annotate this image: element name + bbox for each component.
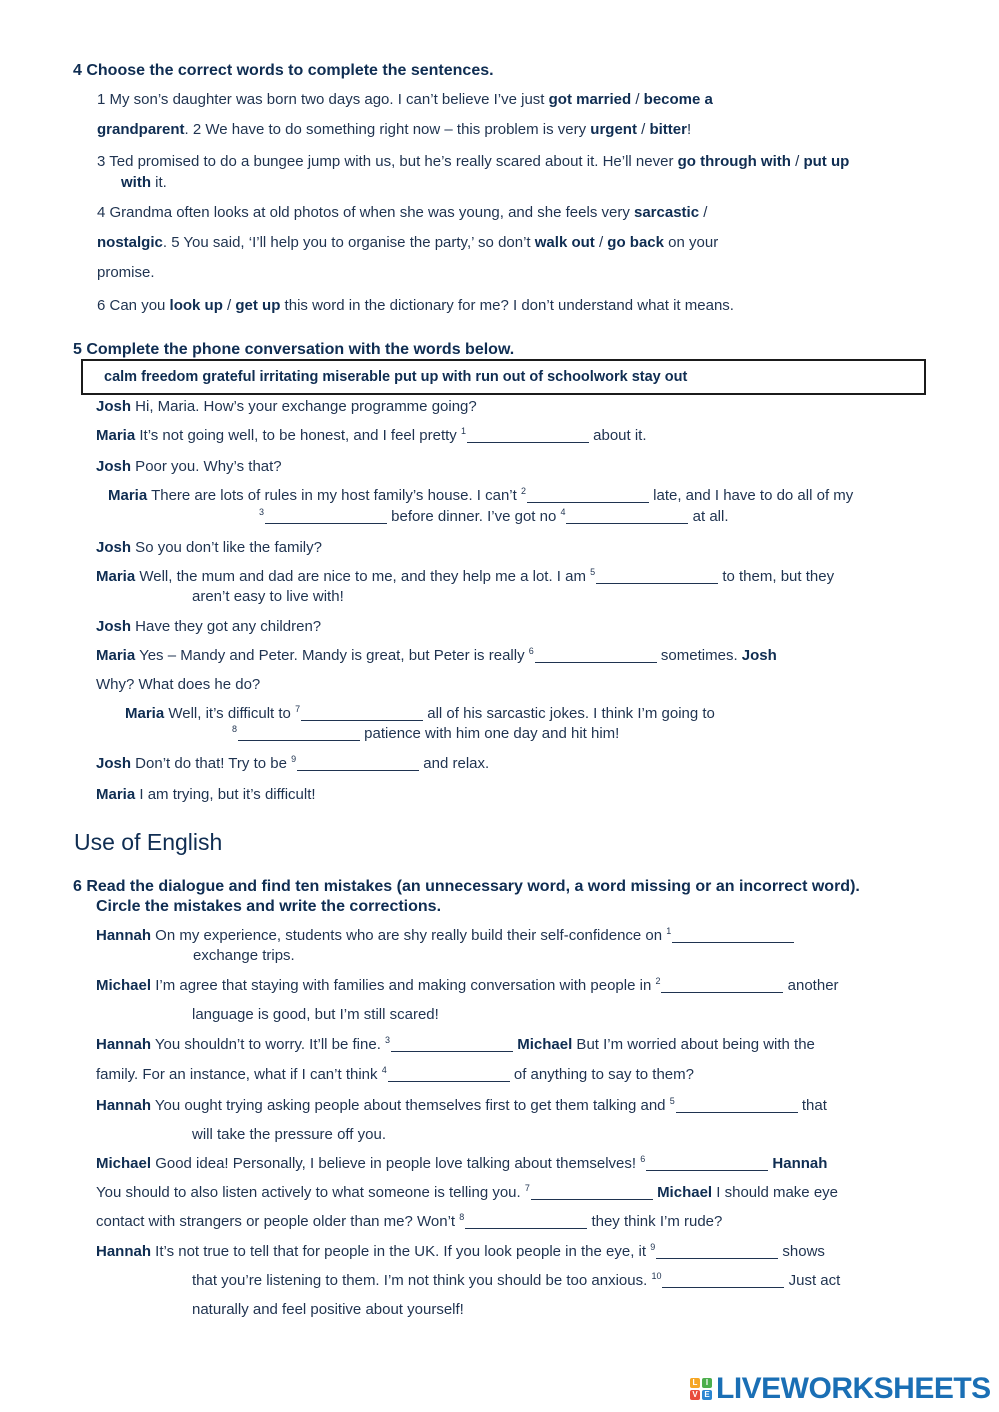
exercise-6-heading: 6 Read the dialogue and find ten mistakes (an unnecessary word, a word missing or an incorrect word).	[73, 878, 860, 895]
ex5-answer-7[interactable]	[301, 707, 423, 721]
ex5-answer-1[interactable]	[467, 429, 589, 443]
ex4-line-5: 4 Grandma often looks at old photos of when she was young, and she feels very sarcastic /	[97, 204, 708, 221]
dialogue-line: language is good, but I’m still scared!	[192, 1006, 439, 1023]
exercise-6-heading-2: Circle the mistakes and write the corrections.	[96, 898, 442, 915]
option-look-up[interactable]: look up	[169, 297, 223, 314]
option-urgent[interactable]: urgent	[590, 121, 637, 138]
ex6-answer-5[interactable]	[676, 1099, 798, 1113]
dialogue-line: aren’t easy to live with!	[192, 588, 344, 605]
dialogue-line: Josh Have they got any children?	[96, 618, 322, 635]
dialogue-line: Josh Don’t do that! Try to be $^9$ and relax.	[96, 754, 490, 772]
dialogue-line: naturally and feel positive about yourself!	[192, 1301, 464, 1318]
option-put-up[interactable]: put up	[803, 153, 850, 170]
dialogue-line: Josh So you don’t like the family?	[96, 539, 322, 556]
word-box	[81, 359, 926, 395]
ex6-answer-2[interactable]	[661, 979, 783, 993]
ex4-line-1: 1 My son’s daughter was born two days ago. I can’t believe I’ve just got married / become a	[97, 91, 713, 108]
ex5-answer-8[interactable]	[238, 727, 360, 741]
logo-text: LIVEWORKSHEETS	[716, 1372, 991, 1405]
dialogue-line: $^3$ before dinner. I’ve got no $^4$ at all.	[259, 507, 729, 525]
dialogue-line: exchange trips.	[193, 947, 295, 964]
dialogue-line: $^8$ patience with him one day and hit him!	[232, 724, 620, 742]
option-bitter[interactable]: bitter	[649, 121, 687, 138]
ex5-answer-2[interactable]	[527, 489, 649, 503]
ex4-line-2: grandparent. 2 We have to do something right now – this problem is very urgent / bitter!	[97, 121, 692, 138]
dialogue-line: You should to also listen actively to what someone is telling you. $^7$ Michael I should make eye	[96, 1183, 838, 1201]
dialogue-line: Michael I’m agree that staying with families and making conversation with people in $^2$ another	[96, 976, 839, 994]
exercise-4-heading: 4 Choose the correct words to complete the sentences.	[73, 62, 494, 79]
option-got-married[interactable]: got married	[548, 91, 632, 108]
option-walk-out[interactable]: walk out	[534, 234, 595, 251]
ex5-answer-4[interactable]	[566, 510, 688, 524]
dialogue-line: Hannah You shouldn’t to worry. It’ll be fine. $^3$ Michael But I’m worried about being with the	[96, 1035, 815, 1053]
ex6-answer-9[interactable]	[656, 1245, 778, 1259]
dialogue-line: Michael Good idea! Personally, I believe in people love talking about themselves! $^6$ Hannah	[96, 1154, 828, 1172]
ex6-answer-10[interactable]	[662, 1274, 784, 1288]
dialogue-line: Hannah You ought trying asking people about themselves first to get them talking and $^5$ that	[96, 1096, 827, 1114]
ex6-answer-7[interactable]	[531, 1186, 653, 1200]
dialogue-line: Why? What does he do?	[96, 676, 261, 693]
ex4-line-6: nostalgic. 5 You said, ‘I’ll help you to organise the party,’ so don’t walk out / go back on your	[97, 234, 719, 251]
ex6-answer-4[interactable]	[388, 1068, 510, 1082]
dialogue-line: Maria It’s not going well, to be honest, and I feel pretty $^1$ about it.	[96, 426, 647, 444]
dialogue-line: will take the pressure off you.	[192, 1126, 386, 1143]
option-go-back[interactable]: go back	[607, 234, 664, 251]
dialogue-line: family. For an instance, what if I can’t think $^4$ of anything to say to them?	[96, 1065, 694, 1083]
ex4-line-7: promise.	[97, 264, 155, 281]
ex6-answer-6[interactable]	[646, 1157, 768, 1171]
word-list: calm freedom grateful irritating miserable put up with run out of schoolwork stay out	[104, 369, 688, 385]
ex6-answer-1[interactable]	[672, 929, 794, 943]
dialogue-line: Hannah It’s not true to tell that for people in the UK. If you look people in the eye, it $^9$ shows	[96, 1242, 825, 1260]
dialogue-line: Josh Poor you. Why’s that?	[96, 458, 282, 475]
ex5-answer-9[interactable]	[297, 757, 419, 771]
option-put-up-with[interactable]: with	[121, 174, 151, 191]
dialogue-line: Maria There are lots of rules in my host family’s house. I can’t $^2$ late, and I have to do all of my	[108, 486, 854, 504]
option-get-up[interactable]: get up	[235, 297, 281, 314]
option-nostalgic[interactable]: nostalgic	[97, 234, 163, 251]
ex6-answer-3[interactable]	[391, 1038, 513, 1052]
ex4-line-8: 6 Can you look up / get up this word in the dictionary for me? I don’t understand what it means.	[97, 297, 734, 314]
ex5-answer-3[interactable]	[265, 510, 387, 524]
dialogue-line: Maria I am trying, but it’s difficult!	[96, 786, 316, 803]
exercise-5-heading: 5 Complete the phone conversation with the words below.	[73, 341, 515, 358]
dialogue-line: that you’re listening to them. I’m not think you should be too anxious. $^{10}$ Just act	[192, 1271, 841, 1289]
option-sarcastic[interactable]: sarcastic	[634, 204, 700, 221]
ex5-answer-6[interactable]	[535, 649, 657, 663]
option-become-a[interactable]: become a	[643, 91, 713, 108]
ex5-answer-5[interactable]	[596, 570, 718, 584]
dialogue-line: Maria Yes – Mandy and Peter. Mandy is great, but Peter is really $^6$ sometimes. Josh	[96, 646, 777, 664]
section-title: Use of English	[74, 829, 223, 855]
logo-mark-icon: L I V E	[690, 1378, 712, 1400]
dialogue-line: Maria Well, the mum and dad are nice to me, and they help me a lot. I am $^5$ to them, but they	[96, 567, 835, 585]
ex4-line-3: 3 Ted promised to do a bungee jump with us, but he’s really scared about it. He’ll never go through with / put up	[97, 153, 850, 170]
ex4-line-4: with it.	[121, 174, 167, 191]
option-grandparent[interactable]: grandparent	[97, 121, 185, 138]
dialogue-line: Hannah On my experience, students who are shy really build their self-confidence on $^1$	[96, 926, 794, 946]
ex6-answer-8[interactable]	[465, 1215, 587, 1229]
liveworksheets-logo	[690, 1372, 991, 1406]
option-go-through-with[interactable]: go through with	[677, 153, 791, 170]
dialogue-line: Josh Hi, Maria. How’s your exchange programme going?	[96, 398, 477, 415]
dialogue-line: Maria Well, it’s difficult to $^7$ all of his sarcastic jokes. I think I’m going to	[125, 704, 715, 722]
dialogue-line: contact with strangers or people older than me? Won’t $^8$ they think I’m rude?	[96, 1212, 723, 1230]
